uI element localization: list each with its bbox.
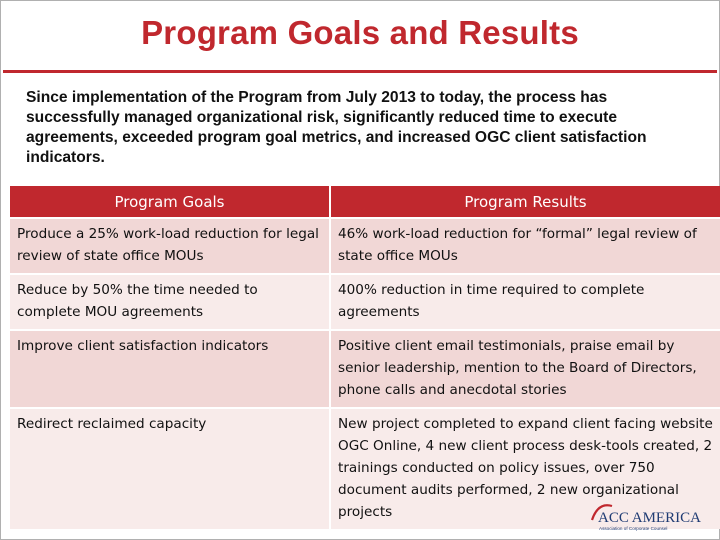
- page-title: Program Goals and Results: [141, 14, 579, 51]
- goal-cell: Improve client satisfaction indicators: [10, 330, 330, 408]
- logo-tagline: Association of Corporate Counsel: [599, 526, 668, 531]
- goal-cell: Produce a 25% work-load reduction for legal review of state office MOUs: [10, 218, 330, 274]
- intro-paragraph: Since implementation of the Program from July 2013 to today, the process has successfully managed organizational risk, significantly reduced time to execute agreements, exceeded program goal metrics, and increased OGC client satisfaction indicators.: [26, 89, 647, 166]
- goal-cell: Redirect reclaimed capacity: [10, 408, 330, 529]
- table-header-row: [10, 186, 720, 218]
- goals-results-table: [10, 186, 720, 529]
- logo-wordmark: ACC AMERICA: [598, 510, 701, 526]
- table-row: [10, 218, 720, 274]
- acc-america-logo: [590, 500, 701, 536]
- goal-cell: Reduce by 50% the time needed to complete MOU agreements: [10, 274, 330, 330]
- table-row: [10, 274, 720, 330]
- table-row: [10, 330, 720, 408]
- result-cell: 400% reduction in time required to complete agreements: [330, 274, 720, 330]
- result-cell: New project completed to expand client facing website OGC Online, 4 new client process desk-tools created, 2 trainings conducted on policy issues, over 750 document audits performed, 2 new organizational projects: [330, 408, 720, 529]
- result-cell: Positive client email testimonials, praise email by senior leadership, mention to the Board of Directors, phone calls and anecdotal stories: [330, 330, 720, 408]
- column-header-goals: Program Goals: [10, 186, 330, 218]
- column-header-results: Program Results: [330, 186, 720, 218]
- title-divider: [3, 70, 717, 73]
- result-cell: 46% work-load reduction for “formal” legal review of state office MOUs: [330, 218, 720, 274]
